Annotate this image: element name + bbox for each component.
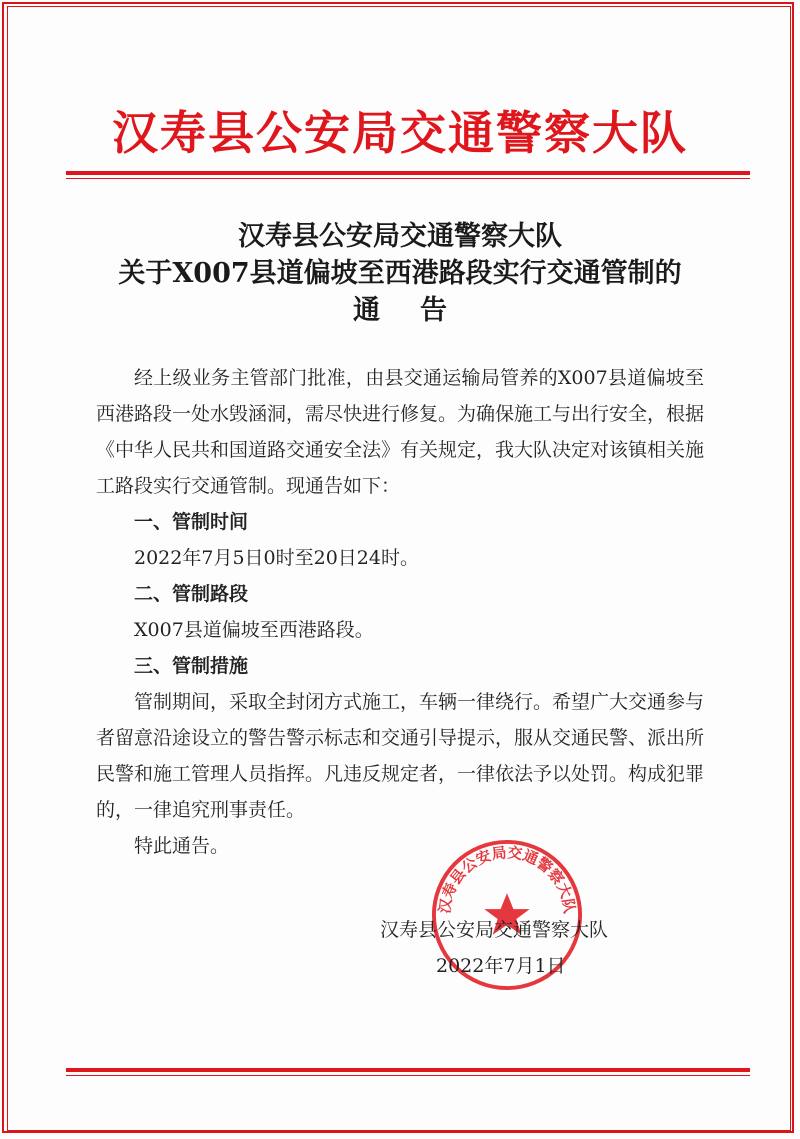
header-rule-thin xyxy=(66,178,750,179)
section-1-heading: 一、管制时间 xyxy=(134,511,249,533)
section-1-text: 2022年7月5日0时至20日24时。 xyxy=(134,547,419,569)
signature-organization: 汉寿县公安局交通警察大队 xyxy=(380,919,609,941)
notice-title xyxy=(100,218,700,329)
section-3-heading: 三、管制措施 xyxy=(134,655,249,677)
section-2-text: X007县道偏坡至西港路段。 xyxy=(134,619,374,641)
notice-body xyxy=(96,360,704,864)
notice-title-line-1: 汉寿县公安局交通警察大队 xyxy=(238,221,562,252)
signature-date: 2022年7月1日 xyxy=(436,955,566,977)
intro-paragraph: 经上级业务主管部门批准，由县交通运输局管养的X007县道偏坡至西港路段一处水毁涵洞，需尽快进行修复。为确保施工与出行安全，根据《中华人民共和国道路交通安全法》有关规定，我大队决定对该镇相关施工路段实行交通管制。现通告如下： xyxy=(96,367,705,497)
notice-title-line-3: 通告 xyxy=(353,295,487,326)
notice-title-line-2: 关于X007县道偏坡至西港路段实行交通管制的 xyxy=(118,258,682,289)
signature-block xyxy=(380,912,680,984)
footer-rule-thick xyxy=(66,1068,750,1072)
header-rule-thick xyxy=(66,171,750,175)
section-2-heading: 二、管制路段 xyxy=(134,583,249,605)
svg-text:汉寿县公安局交通警察大队: 汉寿县公安局交通警察大队 xyxy=(436,844,578,915)
section-3-text: 管制期间，采取全封闭方式施工，车辆一律绕行。希望广大交通参与者留意沿途设立的警告警示标志和交通引导提示，服从交通民警、派出所民警和施工管理人员指挥。凡违反规定者，一律依法予以处罚。构成犯罪的，一律追究刑事责任。 xyxy=(96,691,705,821)
closing-line: 特此通告。 xyxy=(134,835,230,857)
letterhead-title: 汉寿县公安局交通警察大队 xyxy=(112,106,688,160)
footer-rule-thin xyxy=(66,1075,750,1076)
